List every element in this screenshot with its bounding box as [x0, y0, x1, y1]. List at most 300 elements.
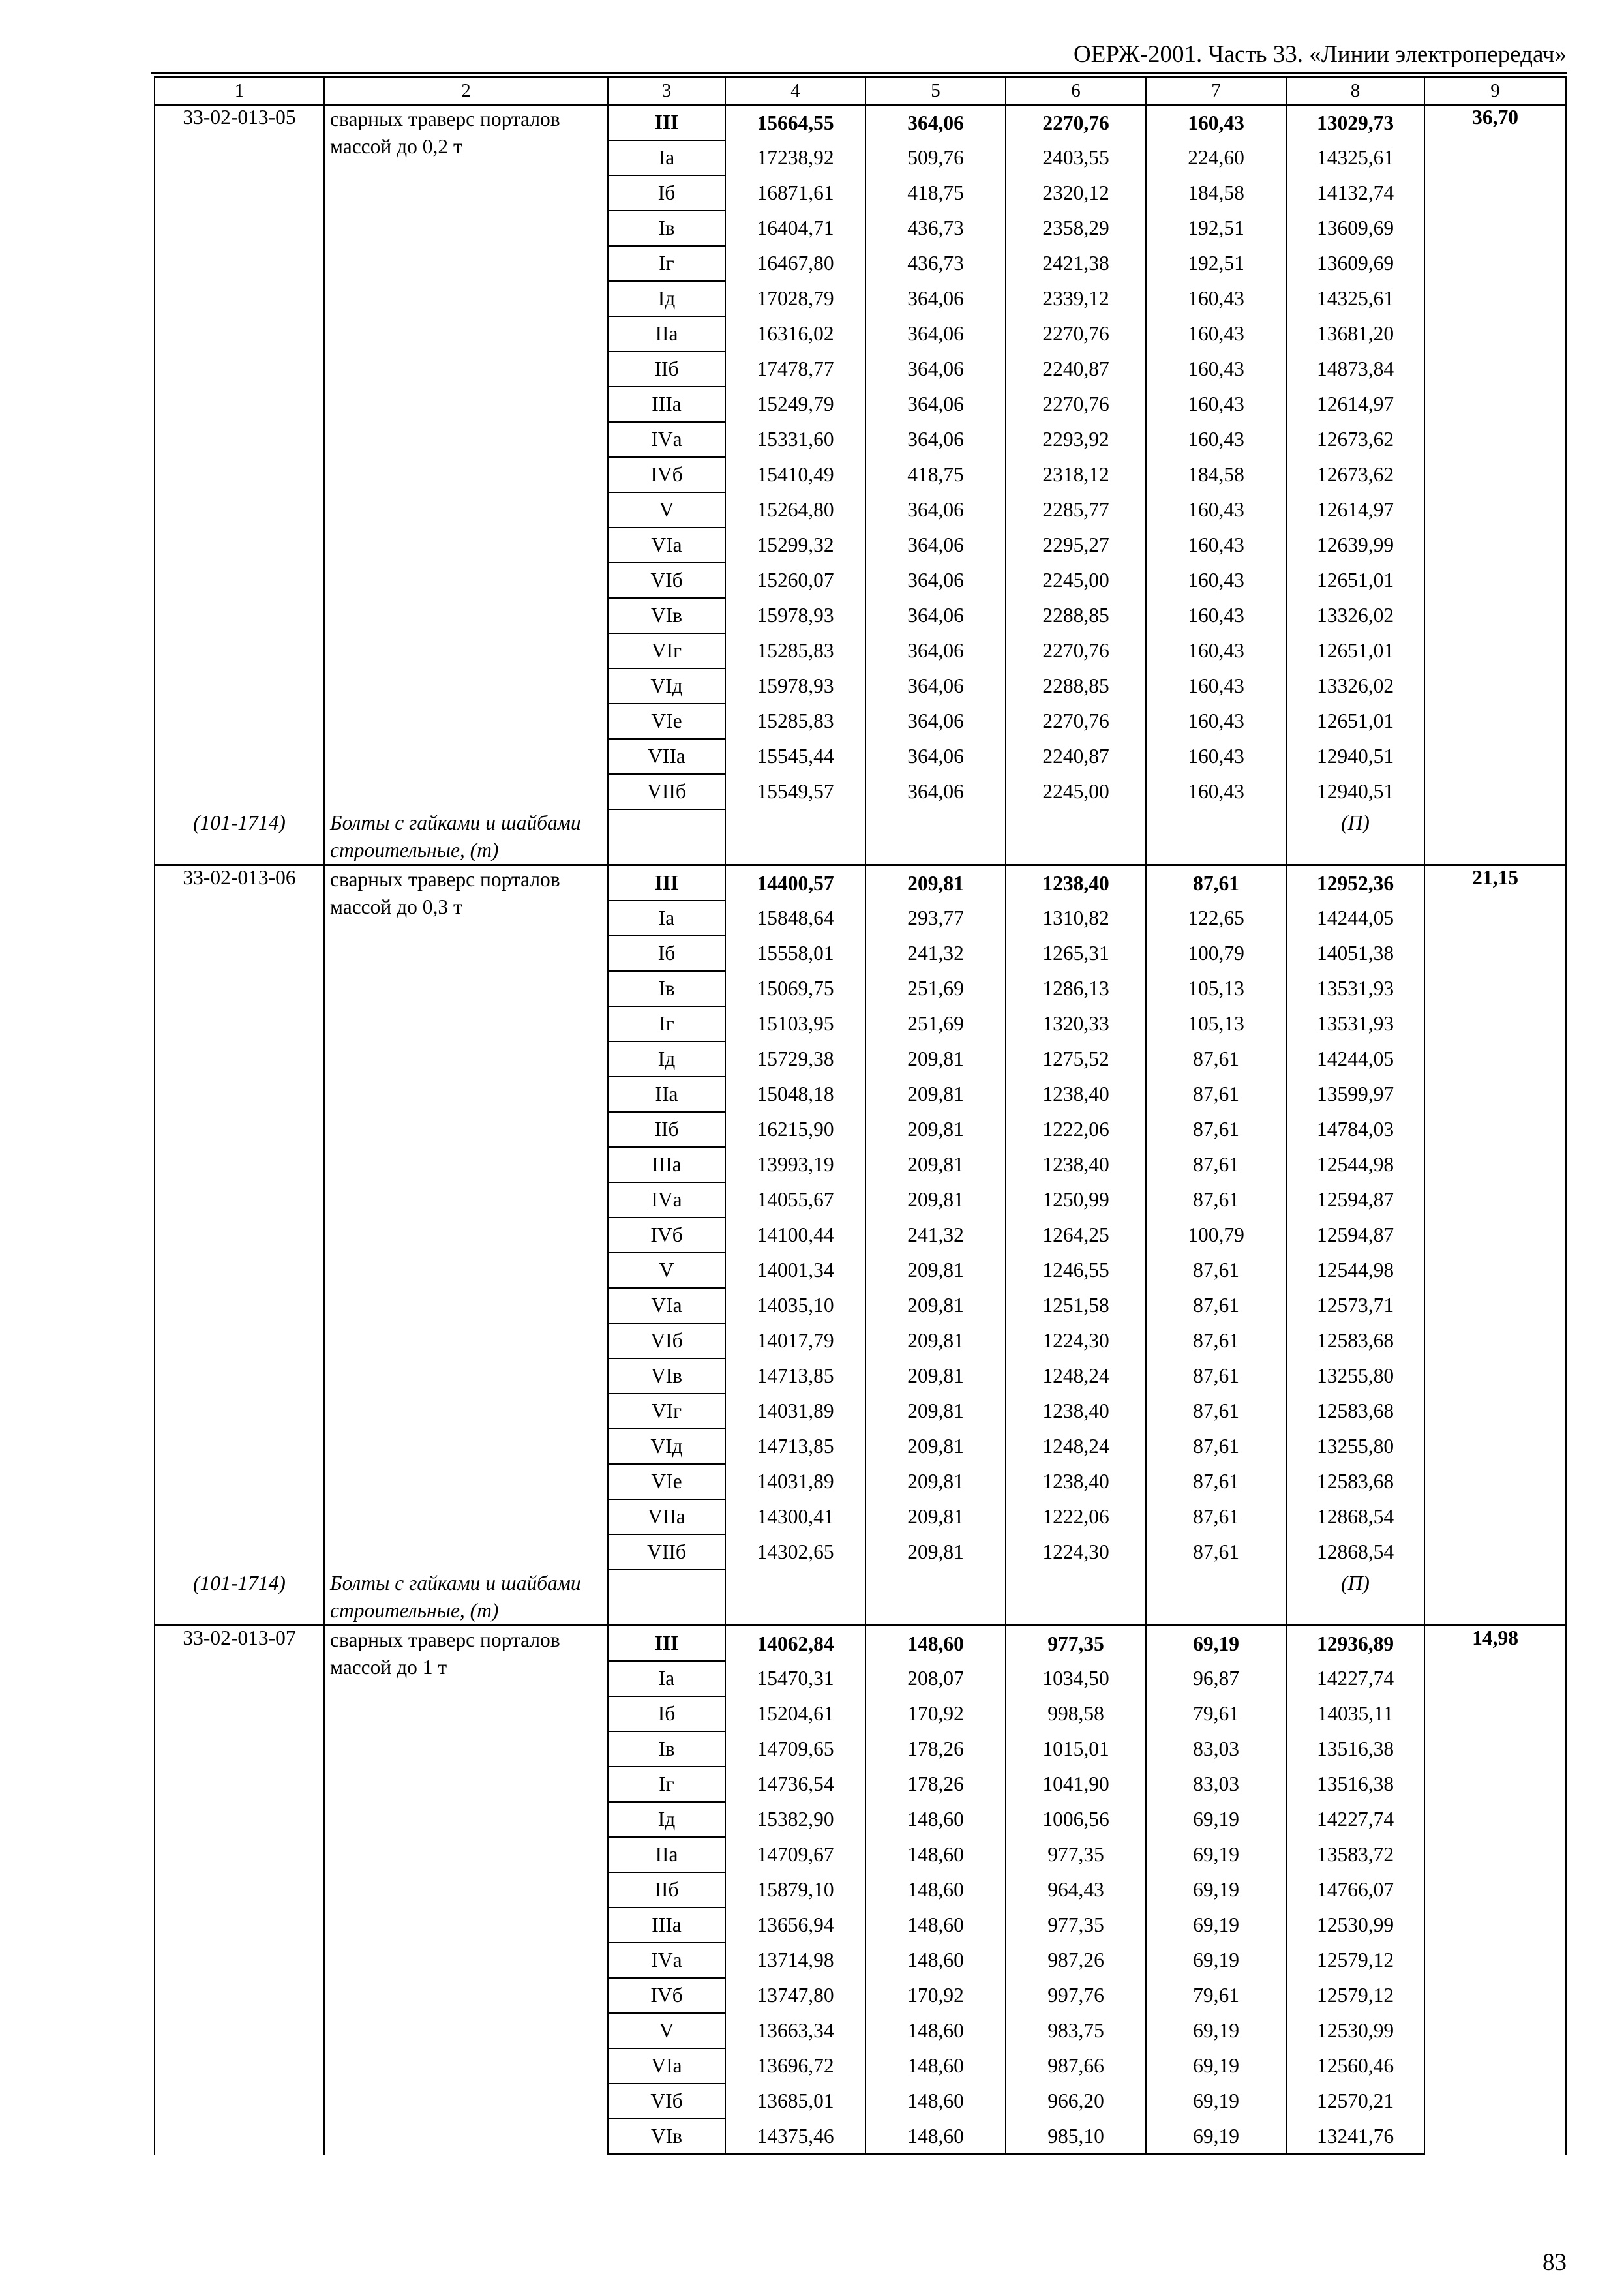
value-cell: 1275,52 [1006, 1041, 1146, 1077]
value-cell: 14709,67 [725, 1837, 865, 1872]
value-cell: 160,43 [1146, 598, 1286, 633]
zone-cell: VIа [608, 528, 725, 563]
value-cell: 12952,36 [1286, 865, 1424, 901]
value-cell: 364,06 [865, 492, 1006, 528]
value-cell: 69,19 [1146, 2119, 1286, 2155]
value-cell: 14062,84 [725, 1626, 865, 1662]
value-cell: 148,60 [865, 1943, 1006, 1978]
value-cell: 122,65 [1146, 901, 1286, 936]
value-cell: 966,20 [1006, 2084, 1146, 2119]
value-cell: 509,76 [865, 140, 1006, 175]
value-cell: 14132,74 [1286, 175, 1424, 211]
value-cell: 15249,79 [725, 387, 865, 422]
value-cell: 13531,93 [1286, 1006, 1424, 1041]
value-cell: 79,61 [1146, 1978, 1286, 2013]
value-cell: 15410,49 [725, 457, 865, 492]
value-cell: 364,06 [865, 668, 1006, 704]
value-cell: 13516,38 [1286, 1731, 1424, 1767]
zone-cell: VIд [608, 668, 725, 704]
value-cell: 87,61 [1146, 1394, 1286, 1429]
value-cell: 14035,11 [1286, 1696, 1424, 1731]
value-cell: 192,51 [1146, 246, 1286, 281]
value-cell: 2245,00 [1006, 774, 1146, 809]
column-number: 3 [608, 77, 725, 105]
value-cell: 15470,31 [725, 1661, 865, 1696]
value-cell: 209,81 [865, 1323, 1006, 1358]
value-cell: 251,69 [865, 1006, 1006, 1041]
value-cell: 209,81 [865, 1394, 1006, 1429]
zone-cell: VIг [608, 633, 725, 668]
value-cell: 364,06 [865, 387, 1006, 422]
summary-cell: 14,98 [1424, 1626, 1566, 2155]
value-cell: 69,19 [1146, 2013, 1286, 2048]
zone-cell: VIб [608, 1323, 725, 1358]
value-cell: 12651,01 [1286, 633, 1424, 668]
value-cell: 15382,90 [725, 1802, 865, 1837]
value-cell: 985,10 [1006, 2119, 1146, 2155]
value-cell: 12673,62 [1286, 457, 1424, 492]
value-cell: 16316,02 [725, 316, 865, 352]
value-cell: 178,26 [865, 1767, 1006, 1802]
value-cell: 12579,12 [1286, 1978, 1424, 2013]
value-cell: 2270,76 [1006, 633, 1146, 668]
zone-cell: IVб [608, 1218, 725, 1253]
value-cell: 1222,06 [1006, 1112, 1146, 1147]
value-cell: 15299,32 [725, 528, 865, 563]
value-cell: 208,07 [865, 1661, 1006, 1696]
zone-cell: Iа [608, 140, 725, 175]
value-cell: 14227,74 [1286, 1802, 1424, 1837]
value-cell: 241,32 [865, 936, 1006, 971]
value-cell: 2318,12 [1006, 457, 1146, 492]
value-cell: 87,61 [1146, 1077, 1286, 1112]
zone-cell: IIб [608, 1872, 725, 1908]
value-cell: 83,03 [1146, 1731, 1286, 1767]
value-cell: 364,06 [865, 633, 1006, 668]
rate-description: сварных траверс порталов массой до 1 т [324, 1626, 608, 2155]
zone-cell: IIа [608, 1837, 725, 1872]
page-header-title: ОЕРЖ-2001. Часть 33. «Линии электропередач» [1073, 41, 1567, 68]
value-cell: 14713,85 [725, 1429, 865, 1464]
empty-cell [1006, 809, 1146, 865]
value-cell: 16871,61 [725, 175, 865, 211]
value-cell: 14001,34 [725, 1253, 865, 1288]
rate-description: сварных траверс порталов массой до 0,3 т [324, 865, 608, 1570]
zone-cell: IVа [608, 1182, 725, 1218]
value-cell: 13993,19 [725, 1147, 865, 1182]
value-cell: 15978,93 [725, 598, 865, 633]
value-cell: 15664,55 [725, 105, 865, 141]
zone-cell: VIе [608, 704, 725, 739]
value-cell: 148,60 [865, 2119, 1006, 2155]
value-cell: 160,43 [1146, 281, 1286, 316]
value-cell: 12544,98 [1286, 1147, 1424, 1182]
value-cell: 2358,29 [1006, 211, 1146, 246]
value-cell: 2288,85 [1006, 668, 1146, 704]
value-cell: 160,43 [1146, 563, 1286, 598]
value-cell: 14017,79 [725, 1323, 865, 1358]
empty-zone-cell [608, 1570, 725, 1626]
value-cell: 209,81 [865, 865, 1006, 901]
value-cell: 69,19 [1146, 1626, 1286, 1662]
value-cell: 12940,51 [1286, 774, 1424, 809]
value-cell: 15978,93 [725, 668, 865, 704]
value-cell: 13599,97 [1286, 1077, 1424, 1112]
value-cell: 12651,01 [1286, 563, 1424, 598]
value-cell: 148,60 [865, 1802, 1006, 1837]
value-cell: 148,60 [865, 2048, 1006, 2084]
zone-cell: VIIа [608, 739, 725, 774]
value-cell: 13609,69 [1286, 246, 1424, 281]
page-number: 83 [1542, 2249, 1567, 2276]
material-name: Болты с гайками и шайбами строительные, (т) [324, 809, 608, 865]
value-cell: 12936,89 [1286, 1626, 1424, 1662]
zone-cell: Iв [608, 211, 725, 246]
value-cell: 105,13 [1146, 971, 1286, 1006]
value-cell: 977,35 [1006, 1837, 1146, 1872]
zone-cell: Iд [608, 281, 725, 316]
value-cell: 1034,50 [1006, 1661, 1146, 1696]
zone-cell: Iа [608, 1661, 725, 1696]
empty-cell [1006, 1570, 1146, 1626]
value-cell: 364,06 [865, 316, 1006, 352]
value-cell: 13663,34 [725, 2013, 865, 2048]
value-cell: 1248,24 [1006, 1429, 1146, 1464]
value-cell: 14055,67 [725, 1182, 865, 1218]
value-cell: 2403,55 [1006, 140, 1146, 175]
value-cell: 987,66 [1006, 2048, 1146, 2084]
column-number: 7 [1146, 77, 1286, 105]
value-cell: 964,43 [1006, 1872, 1146, 1908]
zone-cell: VIв [608, 2119, 725, 2155]
value-cell: 12594,87 [1286, 1182, 1424, 1218]
rate-code: 33-02-013-07 [155, 1626, 324, 2155]
value-cell: 14713,85 [725, 1358, 865, 1394]
value-cell: 364,06 [865, 704, 1006, 739]
zone-cell: IIа [608, 316, 725, 352]
value-cell: 364,06 [865, 563, 1006, 598]
value-cell: 87,61 [1146, 1534, 1286, 1570]
value-cell: 14100,44 [725, 1218, 865, 1253]
value-cell: 69,19 [1146, 1872, 1286, 1908]
material-unit: (П) [1286, 809, 1424, 865]
value-cell: 418,75 [865, 457, 1006, 492]
value-cell: 1264,25 [1006, 1218, 1146, 1253]
zone-cell: VIIб [608, 1534, 725, 1570]
value-cell: 15103,95 [725, 1006, 865, 1041]
value-cell: 436,73 [865, 211, 1006, 246]
value-cell: 160,43 [1146, 633, 1286, 668]
zone-cell: VIв [608, 1358, 725, 1394]
value-cell: 14709,65 [725, 1731, 865, 1767]
zone-cell: Iб [608, 936, 725, 971]
value-cell: 12651,01 [1286, 704, 1424, 739]
value-cell: 209,81 [865, 1534, 1006, 1570]
empty-zone-cell [608, 809, 725, 865]
value-cell: 2270,76 [1006, 387, 1146, 422]
value-cell: 436,73 [865, 246, 1006, 281]
rate-code: 33-02-013-06 [155, 865, 324, 1570]
value-cell: 13516,38 [1286, 1767, 1424, 1802]
empty-cell [865, 809, 1006, 865]
empty-cell [725, 1570, 865, 1626]
value-cell: 2285,77 [1006, 492, 1146, 528]
value-cell: 364,06 [865, 422, 1006, 457]
value-cell: 2421,38 [1006, 246, 1146, 281]
value-cell: 209,81 [865, 1464, 1006, 1499]
value-cell: 12673,62 [1286, 422, 1424, 457]
value-cell: 87,61 [1146, 1182, 1286, 1218]
value-cell: 2270,76 [1006, 105, 1146, 141]
value-cell: 15558,01 [725, 936, 865, 971]
value-cell: 13531,93 [1286, 971, 1424, 1006]
value-cell: 13656,94 [725, 1908, 865, 1943]
value-cell: 1224,30 [1006, 1534, 1146, 1570]
value-cell: 2320,12 [1006, 175, 1146, 211]
value-cell: 87,61 [1146, 1358, 1286, 1394]
value-cell: 87,61 [1146, 1288, 1286, 1323]
value-cell: 12583,68 [1286, 1464, 1424, 1499]
empty-cell [1146, 1570, 1286, 1626]
value-cell: 13255,80 [1286, 1358, 1424, 1394]
value-cell: 15285,83 [725, 704, 865, 739]
rates-table [154, 76, 1567, 2155]
value-cell: 2240,87 [1006, 739, 1146, 774]
value-cell: 17028,79 [725, 281, 865, 316]
rate-description: сварных траверс порталов массой до 0,2 т [324, 105, 608, 810]
value-cell: 87,61 [1146, 1429, 1286, 1464]
value-cell: 12560,46 [1286, 2048, 1424, 2084]
value-cell: 14035,10 [725, 1288, 865, 1323]
material-name: Болты с гайками и шайбами строительные, (т) [324, 1570, 608, 1626]
value-cell: 12530,99 [1286, 1908, 1424, 1943]
value-cell: 14784,03 [1286, 1112, 1424, 1147]
zone-cell: Iг [608, 246, 725, 281]
value-cell: 13326,02 [1286, 668, 1424, 704]
value-cell: 1238,40 [1006, 1077, 1146, 1112]
column-number: 9 [1424, 77, 1566, 105]
value-cell: 100,79 [1146, 936, 1286, 971]
value-cell: 14375,46 [725, 2119, 865, 2155]
value-cell: 12530,99 [1286, 2013, 1424, 2048]
value-cell: 69,19 [1146, 2084, 1286, 2119]
value-cell: 15204,61 [725, 1696, 865, 1731]
value-cell: 14400,57 [725, 865, 865, 901]
value-cell: 69,19 [1146, 1908, 1286, 1943]
value-cell: 12583,68 [1286, 1323, 1424, 1358]
value-cell: 87,61 [1146, 1253, 1286, 1288]
zone-cell: VIб [608, 563, 725, 598]
value-cell: 16467,80 [725, 246, 865, 281]
value-cell: 96,87 [1146, 1661, 1286, 1696]
value-cell: 13609,69 [1286, 211, 1424, 246]
value-cell: 2270,76 [1006, 316, 1146, 352]
value-cell: 12940,51 [1286, 739, 1424, 774]
value-cell: 148,60 [865, 2084, 1006, 2119]
zone-cell: V [608, 1253, 725, 1288]
value-cell: 1015,01 [1006, 1731, 1146, 1767]
value-cell: 14051,38 [1286, 936, 1424, 971]
value-cell: 14302,65 [725, 1534, 865, 1570]
value-cell: 364,06 [865, 352, 1006, 387]
value-cell: 160,43 [1146, 387, 1286, 422]
value-cell: 83,03 [1146, 1767, 1286, 1802]
value-cell: 170,92 [865, 1696, 1006, 1731]
value-cell: 16215,90 [725, 1112, 865, 1147]
value-cell: 14031,89 [725, 1464, 865, 1499]
value-cell: 998,58 [1006, 1696, 1146, 1731]
value-cell: 1320,33 [1006, 1006, 1146, 1041]
zone-cell: VIе [608, 1464, 725, 1499]
value-cell: 15285,83 [725, 633, 865, 668]
zone-cell: IVа [608, 1943, 725, 1978]
zone-cell: V [608, 492, 725, 528]
column-number: 1 [155, 77, 324, 105]
value-cell: 1238,40 [1006, 1394, 1146, 1429]
zone-cell: VIв [608, 598, 725, 633]
value-cell: 69,19 [1146, 1943, 1286, 1978]
value-cell: 1265,31 [1006, 936, 1146, 971]
value-cell: 13583,72 [1286, 1837, 1424, 1872]
value-cell: 160,43 [1146, 105, 1286, 141]
zone-cell: Iв [608, 1731, 725, 1767]
value-cell: 160,43 [1146, 316, 1286, 352]
value-cell: 14031,89 [725, 1394, 865, 1429]
value-cell: 14325,61 [1286, 281, 1424, 316]
value-cell: 12868,54 [1286, 1534, 1424, 1570]
value-cell: 977,35 [1006, 1626, 1146, 1662]
value-cell: 13747,80 [725, 1978, 865, 2013]
value-cell: 2293,92 [1006, 422, 1146, 457]
table-row [155, 105, 1566, 141]
value-cell: 15879,10 [725, 1872, 865, 1908]
material-code: (101-1714) [155, 809, 324, 865]
zone-cell: V [608, 2013, 725, 2048]
value-cell: 364,06 [865, 528, 1006, 563]
value-cell: 14325,61 [1286, 140, 1424, 175]
value-cell: 364,06 [865, 281, 1006, 316]
value-cell: 2240,87 [1006, 352, 1146, 387]
value-cell: 209,81 [865, 1077, 1006, 1112]
zone-cell: Iб [608, 1696, 725, 1731]
value-cell: 13241,76 [1286, 2119, 1424, 2155]
value-cell: 14873,84 [1286, 352, 1424, 387]
value-cell: 1041,90 [1006, 1767, 1146, 1802]
value-cell: 364,06 [865, 774, 1006, 809]
value-cell: 160,43 [1146, 422, 1286, 457]
value-cell: 13714,98 [725, 1943, 865, 1978]
empty-cell [725, 809, 865, 865]
value-cell: 15848,64 [725, 901, 865, 936]
zone-cell: IIб [608, 1112, 725, 1147]
value-cell: 12570,21 [1286, 2084, 1424, 2119]
column-number: 6 [1006, 77, 1146, 105]
zone-cell: IIIа [608, 1147, 725, 1182]
zone-cell: III [608, 1626, 725, 1662]
value-cell: 160,43 [1146, 528, 1286, 563]
value-cell: 17238,92 [725, 140, 865, 175]
zone-cell: Iд [608, 1802, 725, 1837]
zone-cell: VIд [608, 1429, 725, 1464]
value-cell: 15260,07 [725, 563, 865, 598]
value-cell: 148,60 [865, 1837, 1006, 1872]
rates-table-body [155, 77, 1566, 2155]
value-cell: 1238,40 [1006, 865, 1146, 901]
value-cell: 1006,56 [1006, 1802, 1146, 1837]
summary-cell: 36,70 [1424, 105, 1566, 865]
zone-cell: IVб [608, 1978, 725, 2013]
column-number: 4 [725, 77, 865, 105]
value-cell: 69,19 [1146, 2048, 1286, 2084]
value-cell: 12614,97 [1286, 387, 1424, 422]
value-cell: 1248,24 [1006, 1358, 1146, 1394]
value-cell: 160,43 [1146, 492, 1286, 528]
value-cell: 69,19 [1146, 1837, 1286, 1872]
value-cell: 1224,30 [1006, 1323, 1146, 1358]
value-cell: 983,75 [1006, 2013, 1146, 2048]
value-cell: 364,06 [865, 739, 1006, 774]
zone-cell: Iб [608, 175, 725, 211]
value-cell: 12639,99 [1286, 528, 1424, 563]
zone-cell: Iа [608, 901, 725, 936]
empty-cell [865, 1570, 1006, 1626]
value-cell: 2270,76 [1006, 704, 1146, 739]
value-cell: 2288,85 [1006, 598, 1146, 633]
value-cell: 12573,71 [1286, 1288, 1424, 1323]
value-cell: 148,60 [865, 1908, 1006, 1943]
value-cell: 79,61 [1146, 1696, 1286, 1731]
value-cell: 209,81 [865, 1147, 1006, 1182]
zone-cell: Iв [608, 971, 725, 1006]
value-cell: 251,69 [865, 971, 1006, 1006]
value-cell: 87,61 [1146, 1041, 1286, 1077]
value-cell: 160,43 [1146, 739, 1286, 774]
column-number: 2 [324, 77, 608, 105]
value-cell: 15331,60 [725, 422, 865, 457]
empty-cell [1146, 809, 1286, 865]
zone-cell: Iг [608, 1006, 725, 1041]
value-cell: 209,81 [865, 1112, 1006, 1147]
value-cell: 148,60 [865, 1872, 1006, 1908]
value-cell: 148,60 [865, 1626, 1006, 1662]
value-cell: 15264,80 [725, 492, 865, 528]
header-rule [151, 72, 1567, 74]
value-cell: 87,61 [1146, 1464, 1286, 1499]
zone-cell: IIб [608, 352, 725, 387]
value-cell: 1222,06 [1006, 1499, 1146, 1534]
value-cell: 105,13 [1146, 1006, 1286, 1041]
value-cell: 14766,07 [1286, 1872, 1424, 1908]
material-unit: (П) [1286, 1570, 1424, 1626]
column-number-row [155, 77, 1566, 105]
value-cell: 87,61 [1146, 1323, 1286, 1358]
value-cell: 170,92 [865, 1978, 1006, 2013]
material-row [155, 1570, 1566, 1626]
value-cell: 87,61 [1146, 1499, 1286, 1534]
value-cell: 15048,18 [725, 1077, 865, 1112]
zone-cell: IVб [608, 457, 725, 492]
value-cell: 1286,13 [1006, 971, 1146, 1006]
value-cell: 13029,73 [1286, 105, 1424, 141]
table-row [155, 1626, 1566, 1662]
value-cell: 224,60 [1146, 140, 1286, 175]
value-cell: 148,60 [865, 2013, 1006, 2048]
zone-cell: VIIа [608, 1499, 725, 1534]
value-cell: 209,81 [865, 1182, 1006, 1218]
value-cell: 100,79 [1146, 1218, 1286, 1253]
value-cell: 977,35 [1006, 1908, 1146, 1943]
value-cell: 209,81 [865, 1429, 1006, 1464]
